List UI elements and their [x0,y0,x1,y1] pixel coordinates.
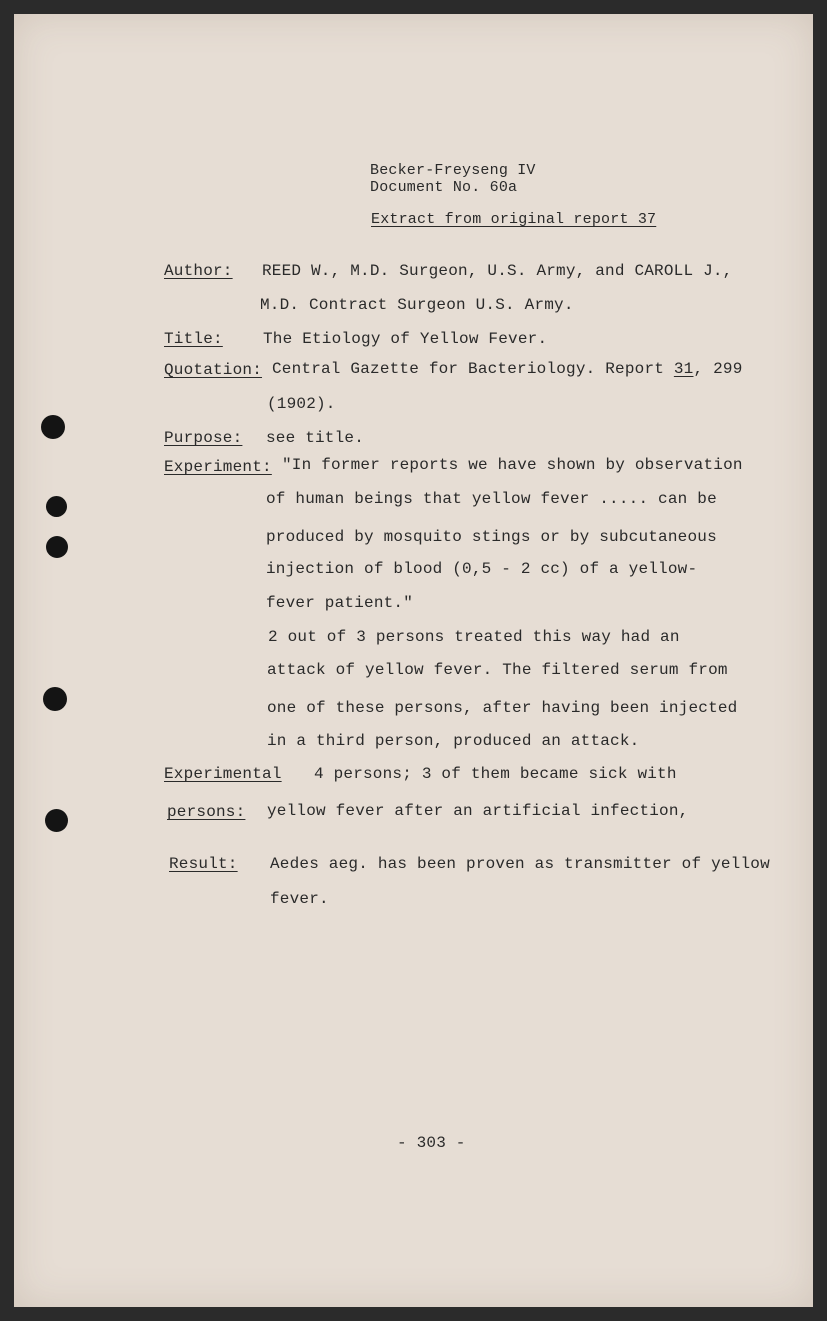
header-line-1: Becker-Freyseng IV [370,162,536,179]
result-line-1: Aedes aeg. has been proven as transmitter of yellow [270,855,770,873]
experiment-line: in a third person, produced an attack. [267,732,640,750]
quotation-line-1 [272,360,743,378]
author-line-1: REED W., M.D. Surgeon, U.S. Army, and CAROLL J., [262,262,733,280]
experiment-line: 2 out of 3 persons treated this way had an [268,628,680,646]
result-label: Result: [169,855,238,873]
author-label: Author: [164,262,233,280]
experiment-label: Experiment: [164,458,272,476]
punch-hole [45,809,68,832]
document-page [14,14,813,1307]
title-value: The Etiology of Yellow Fever. [263,330,548,348]
quotation-report-number: 31 [673,360,694,378]
header-extract-title: Extract from original report 37 [371,211,657,228]
experiment-line: attack of yellow fever. The filtered serum from [267,661,728,679]
experimental-persons-line-2: yellow fever after an artificial infection, [267,802,689,820]
experiment-line: produced by mosquito stings or by subcutaneous [266,528,717,546]
result-line-2: fever. [270,890,329,908]
punch-hole [46,496,67,517]
quotation-text: Central Gazette for Bacteriology. Report [272,360,674,378]
experimental-persons-label-2: persons: [167,803,246,821]
quotation-page: , 299 [693,360,743,378]
experiment-line: one of these persons, after having been injected [267,699,738,717]
experimental-persons-label-1: Experimental [164,765,282,783]
punch-hole [46,536,68,558]
punch-hole [43,687,67,711]
page-number: - 303 - [397,1134,466,1152]
quotation-label: Quotation: [164,361,263,379]
header-line-2: Document No. 60a [370,179,518,196]
punch-hole [41,415,65,439]
experiment-line: injection of blood (0,5 - 2 cc) of a yellow- [266,560,698,578]
purpose-label: Purpose: [164,429,243,447]
quotation-line-2: (1902). [267,395,336,413]
title-label: Title: [164,330,223,348]
author-line-2: M.D. Contract Surgeon U.S. Army. [260,296,574,314]
experiment-line: of human beings that yellow fever ..... can be [266,490,717,508]
experimental-persons-line-1: 4 persons; 3 of them became sick with [314,765,677,783]
purpose-value: see title. [266,429,365,447]
experiment-line: "In former reports we have shown by observation [282,456,743,474]
experiment-line: fever patient." [266,594,414,612]
